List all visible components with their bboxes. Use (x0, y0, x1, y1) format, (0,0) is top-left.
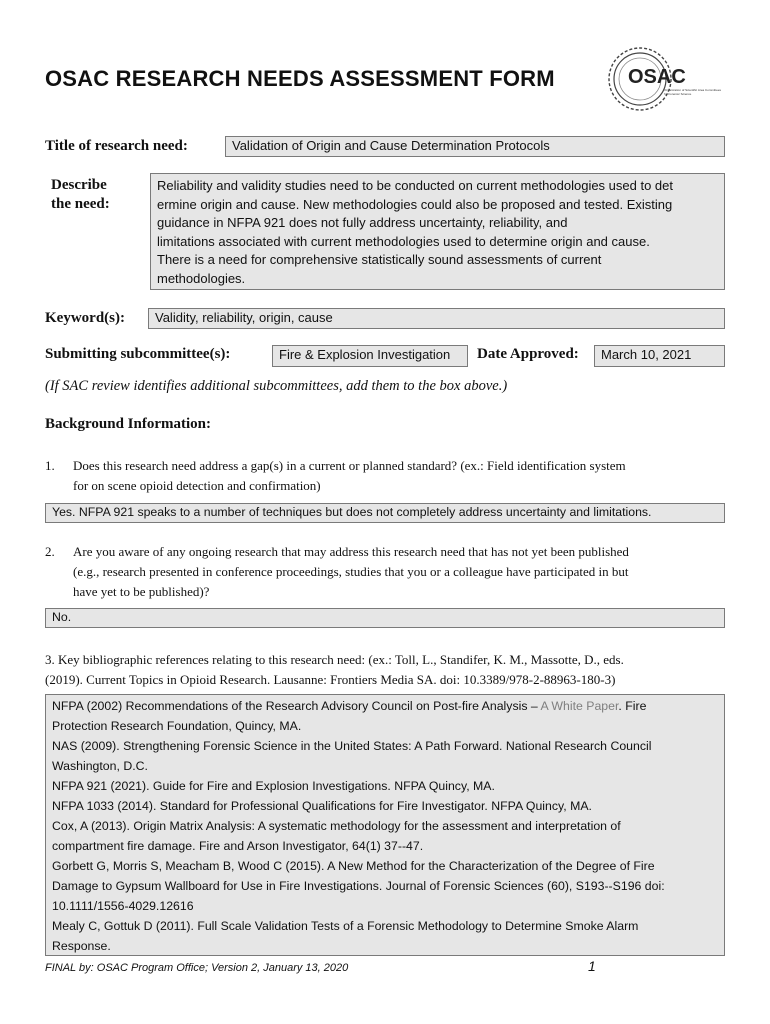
reference-line: NAS (2009). Strengthening Forensic Science in the United States: A Path Forward. National Research Council (52, 739, 652, 753)
describe-line: limitations associated with current methodologies used to determine origin and cause. (157, 233, 650, 249)
describe-line: ermine origin and cause. New methodologies could also be proposed and tested. Existing (157, 196, 673, 212)
question-2-text (73, 542, 629, 602)
reference-line: NFPA 921 (2021). Guide for Fire and Explosion Investigations. NFPA Quincy, MA. (52, 779, 495, 793)
reference-line: NFPA 1033 (2014). Standard for Professional Qualifications for Fire Investigator. NFPA Quincy, MA. (52, 799, 592, 813)
reference-line: Washington, D.C. (52, 759, 148, 773)
question-line: (e.g., research presented in conference proceedings, studies that you or a colleague have participated in but (73, 564, 629, 579)
question-line: Are you aware of any ongoing research that may address this research need that has not yet been published (73, 544, 629, 559)
logo-caption: Organization of Scientific Area Committees for Forensic Science (664, 88, 722, 96)
describe-line: guidance in NFPA 921 does not fully address uncertainty, reliability, and (157, 215, 568, 231)
date-approved-label: Date Approved: (477, 346, 579, 362)
question-1-answer[interactable]: Yes. NFPA 921 speaks to a number of techniques but does not completely address uncertainty and limitations. (45, 503, 725, 523)
title-field-label: Title of research need: (45, 138, 188, 154)
references-textarea[interactable] (45, 694, 725, 956)
footer-version: FINAL by: OSAC Program Office; Version 2, January 13, 2020 (45, 962, 349, 974)
question-line: Does this research need address a gap(s) in a current or planned standard? (ex.: Field identification system (73, 458, 626, 473)
describe-field-label (51, 176, 110, 214)
date-approved-input[interactable]: March 10, 2021 (594, 345, 725, 367)
sac-review-note: (If SAC review identifies additional subcommittees, add them to the box above.) (45, 378, 508, 394)
reference-line: Mealy C, Gottuk D (2011). Full Scale Validation Tests of a Forensic Methodology to Determine Smoke Alarm (52, 919, 639, 933)
question-line: (2019). Current Topics in Opioid Research. Lausanne: Frontiers Media SA. doi: 10.3389/978-2-88963-180-3) (45, 672, 616, 687)
question-1-number: 1. (45, 458, 55, 473)
question-2-number: 2. (45, 544, 55, 559)
osac-logo (606, 46, 726, 112)
question-2-answer[interactable]: No. (45, 608, 725, 628)
reference-line: compartment fire damage. Fire and Arson Investigator, 64(1) 37--47. (52, 839, 424, 853)
reference-line: Response. (52, 939, 111, 953)
title-field-input[interactable]: Validation of Origin and Cause Determination Protocols (225, 136, 725, 157)
reference-line: Cox, A (2013). Origin Matrix Analysis: A systematic methodology for the assessment and interpretation of (52, 819, 621, 833)
reference-line: Protection Research Foundation, Quincy, MA. (52, 719, 302, 733)
question-3-text (45, 650, 624, 690)
reference-line (52, 696, 718, 716)
page-number: 1 (588, 958, 596, 974)
reference-line: Gorbett G, Morris S, Meacham B, Wood C (2015). A New Method for the Characterization of the Degree of Fire (52, 859, 655, 873)
background-heading: Background Information: (45, 416, 211, 432)
describe-line: methodologies. (157, 270, 246, 286)
describe-line: There is a need for comprehensive statistically sound assessments of current (157, 252, 602, 268)
subcommittee-field-input[interactable]: Fire & Explosion Investigation (272, 345, 468, 367)
keywords-field-input[interactable]: Validity, reliability, origin, cause (148, 308, 725, 329)
reference-text: NFPA (2002) Recommendations of the Research Advisory Council on Post-fire Analysis – (52, 699, 541, 713)
logo-text: OSAC (628, 66, 686, 88)
keywords-field-label: Keyword(s): (45, 310, 125, 326)
question-line: have yet to be published)? (73, 584, 210, 599)
describe-line: Reliability and validity studies need to be conducted on current methodologies used to det (157, 178, 673, 193)
describe-label-line: the need: (51, 196, 110, 212)
reference-text: . Fire (618, 699, 647, 713)
question-1-text (73, 456, 626, 496)
white-paper-link[interactable]: A White Paper (540, 699, 619, 713)
describe-field-textarea[interactable] (150, 173, 725, 290)
reference-line: Damage to Gypsum Wallboard for Use in Fire Investigations. Journal of Forensic Sciences (60), S193--S196 doi: (52, 879, 665, 893)
page-title: OSAC RESEARCH NEEDS ASSESSMENT FORM (45, 66, 555, 91)
question-line: for on scene opioid detection and confirmation) (73, 478, 321, 493)
question-line: 3. Key bibliographic references relating to this research need: (ex.: Toll, L., Standifer, K. M., Massotte, D., eds. (45, 652, 624, 667)
describe-label-line: Describe (51, 177, 107, 193)
subcommittee-field-label: Submitting subcommittee(s): (45, 346, 231, 362)
reference-line: 10.1111/1556-4029.12616 (52, 899, 194, 913)
